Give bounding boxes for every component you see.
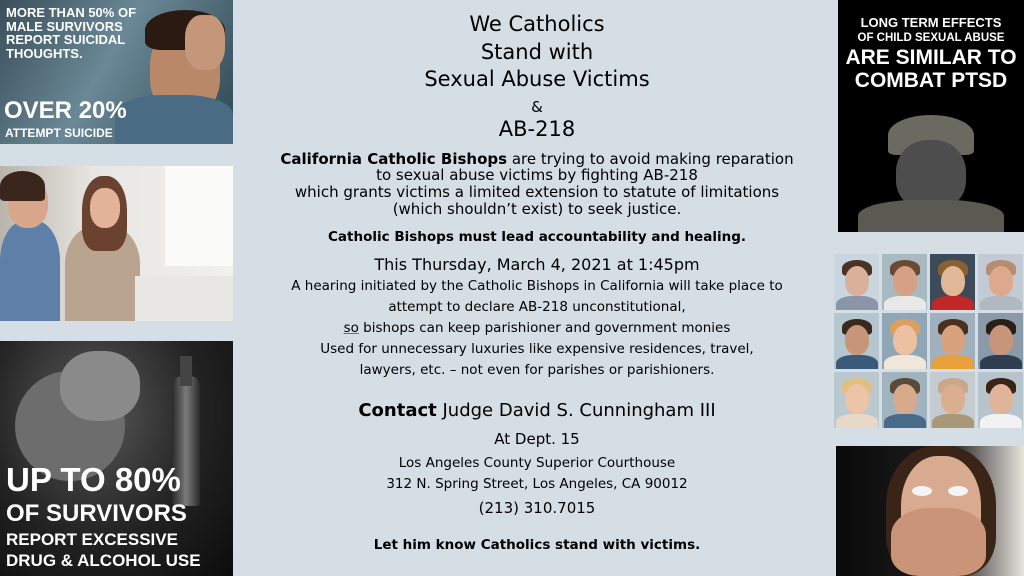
stat-line-1: MORE THAN 50% OF [6, 5, 137, 20]
mugshot-4 [978, 254, 1023, 310]
hearing-line-3 [238, 320, 836, 336]
hearing-line-4: Used for unnecessary luxuries like expensive residences, travel, [320, 341, 754, 357]
center-flyer-text [238, 0, 836, 576]
contact-judge-name: Judge David S. Cunningham III [436, 400, 716, 421]
drug-line-2: OF SURVIVORS [6, 500, 187, 527]
hearing-line-3-rest: bishops can keep parishioner and government monies [358, 320, 731, 336]
mugshot-5 [834, 313, 879, 369]
drug-line-3: REPORT EXCESSIVE [6, 530, 178, 549]
title-ampersand: & [531, 98, 543, 116]
courthouse-line: Los Angeles County Superior Courthouse [398, 455, 676, 471]
intro-line-2: to sexual abuse victims by fighting AB-218 [376, 166, 698, 184]
mugshot-7 [930, 313, 975, 369]
title-line-3: Sexual Abuse Victims [424, 67, 650, 91]
ptsd-line-4: COMBAT PTSD [854, 68, 1008, 92]
hearing-line-1: A hearing initiated by the Catholic Bishops in California will take place to [291, 278, 783, 294]
mugshot-9 [834, 372, 879, 428]
mugshot-2 [882, 254, 927, 310]
mugshot-1 [834, 254, 879, 310]
contact-line [238, 400, 836, 421]
hearing-so-word: so [343, 320, 359, 336]
dept-line: At Dept. 15 [494, 430, 580, 448]
closing-line: Let him know Catholics stand with victims. [373, 537, 701, 553]
title-line-4: AB-218 [498, 117, 576, 141]
mugshot-3 [930, 254, 975, 310]
stat-line-3: REPORT SUICIDAL [6, 32, 126, 48]
window-figure [165, 166, 233, 266]
hand-figure [891, 508, 986, 576]
intro-line-1-rest: are trying to avoid making reparation [507, 150, 794, 168]
drug-big-stat: UP TO 80% [6, 461, 181, 498]
suicide-caption: ATTEMPT SUICIDE [5, 126, 113, 140]
title-line-2: Stand with [480, 40, 594, 64]
stat-line-2: MALE SURVIVORS [6, 18, 123, 34]
right-bottom-photo-panel [836, 446, 1024, 576]
intro-line-4: (which shouldn’t exist) to seek justice. [392, 200, 682, 218]
title-line-1: We Catholics [469, 12, 605, 36]
hearing-date: This Thursday, March 4, 2021 at 1:45pm [374, 255, 700, 274]
stat-line-4: THOUGHTS. [6, 45, 83, 61]
hearing-line-2: attempt to declare AB-218 unconstitutional, [388, 299, 686, 315]
intro-bishops-bold: California Catholic Bishops [280, 150, 508, 168]
ptsd-line-2: OF CHILD SEXUAL ABUSE [857, 31, 1005, 44]
right-top-photo-panel [838, 0, 1024, 232]
sofa-figure [135, 276, 233, 321]
mugshot-6 [882, 313, 927, 369]
mugshot-11 [930, 372, 975, 428]
mugshot-8 [978, 313, 1023, 369]
accountability-line: Catholic Bishops must lead accountability and healing. [328, 229, 746, 245]
left-bottom-photo-panel [0, 341, 233, 576]
suicide-big-stat: OVER 20% [4, 97, 127, 124]
hearing-line-5: lawyers, etc. – not even for parishes or parishioners. [359, 362, 715, 378]
mugshot-10 [882, 372, 927, 428]
mugshot-grid [834, 254, 1024, 429]
left-middle-photo-panel [0, 166, 233, 321]
address-line: 312 N. Spring Street, Los Angeles, CA 90012 [386, 476, 688, 492]
counselor-figure [0, 221, 60, 321]
phone-line: (213) 310.7015 [478, 499, 596, 517]
ptsd-line-1: LONG TERM EFFECTS [860, 15, 1002, 30]
drug-line-4: DRUG & ALCOHOL USE [6, 551, 201, 570]
ptsd-line-3: ARE SIMILAR TO [845, 45, 1017, 69]
contact-label: Contact [358, 400, 437, 421]
intro-line-3: which grants victims a limited extension to statute of limitations [294, 183, 780, 201]
left-top-photo-panel [0, 0, 233, 144]
mugshot-12 [978, 372, 1023, 428]
